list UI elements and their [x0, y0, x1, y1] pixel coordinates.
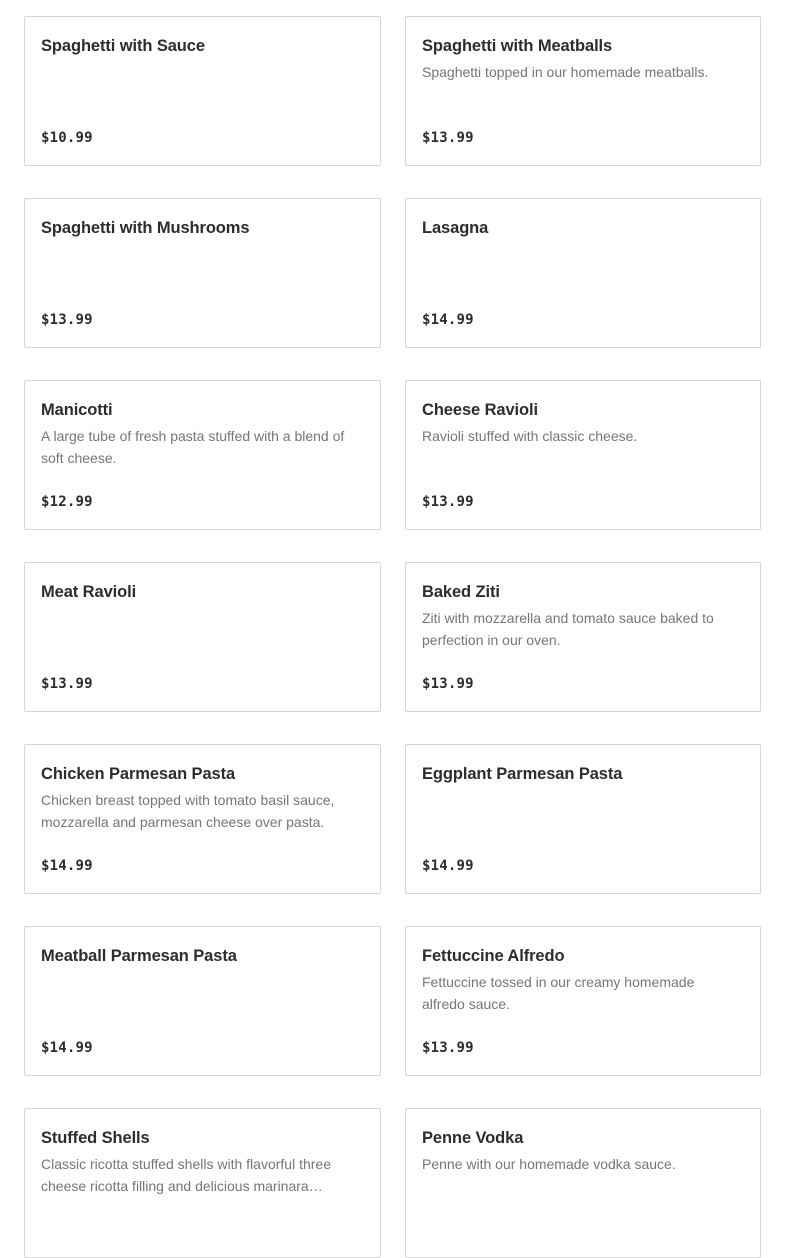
menu-item-card[interactable] [405, 16, 761, 166]
menu-item-name: Stuffed Shells [41, 1129, 150, 1147]
menu-item-price: $12.99 [41, 494, 93, 510]
menu-item-description: Penne with our homemade vodka sauce. [422, 1156, 676, 1172]
menu-item-card[interactable] [24, 744, 381, 894]
menu-item-name: Eggplant Parmesan Pasta [422, 765, 623, 783]
menu-item-card[interactable] [405, 562, 761, 712]
menu-item-card[interactable] [24, 1108, 381, 1258]
menu-item-name: Baked Ziti [422, 583, 500, 601]
menu-item-description: Ziti with mozzarella and tomato sauce baked to perfection in our oven. [422, 610, 714, 648]
menu-item-name: Lasagna [422, 219, 489, 237]
menu-item-card[interactable] [24, 198, 381, 348]
menu-item-description: Fettuccine tossed in our creamy homemade alfredo sauce. [422, 974, 695, 1012]
menu-item-price: $10.99 [41, 130, 93, 146]
menu-item-name: Penne Vodka [422, 1129, 524, 1147]
menu-item-description: Ravioli stuffed with classic cheese. [422, 428, 638, 444]
menu-item-price: $14.99 [41, 858, 93, 874]
menu-item-price: $13.99 [41, 312, 93, 328]
menu-item-price: $14.99 [41, 1040, 93, 1056]
menu-item-name: Spaghetti with Mushrooms [41, 219, 250, 237]
menu-item-price: $13.99 [422, 130, 474, 146]
menu-item-description: Classic ricotta stuffed shells with flavorful three cheese ricotta filling and delicious marinara… [41, 1156, 331, 1194]
menu-item-price: $14.99 [422, 858, 474, 874]
menu-item-description: A large tube of fresh pasta stuffed with a blend of soft cheese. [41, 428, 345, 466]
menu-item-name: Fettuccine Alfredo [422, 947, 565, 965]
menu-item-name: Cheese Ravioli [422, 401, 538, 419]
menu-item-card[interactable] [405, 744, 761, 894]
menu-item-name: Spaghetti with Sauce [41, 37, 205, 55]
menu-item-name: Spaghetti with Meatballs [422, 37, 613, 55]
menu-item-price: $14.99 [422, 312, 474, 328]
menu-item-description: Chicken breast topped with tomato basil sauce, mozzarella and parmesan cheese over pasta. [41, 792, 335, 830]
menu-item-price: $13.99 [422, 494, 474, 510]
menu-item-price: $13.99 [422, 1040, 474, 1056]
menu-item-card[interactable] [24, 562, 381, 712]
menu-item-grid [24, 16, 761, 1258]
menu-item-card[interactable] [405, 198, 761, 348]
menu-item-card[interactable] [405, 926, 761, 1076]
menu-item-card[interactable] [24, 926, 381, 1076]
menu-item-price: $13.99 [41, 676, 93, 692]
menu-item-card[interactable] [24, 380, 381, 530]
menu-item-name: Meat Ravioli [41, 583, 137, 601]
menu-item-price: $13.99 [422, 676, 474, 692]
menu-item-name: Meatball Parmesan Pasta [41, 947, 237, 965]
menu-item-description: Spaghetti topped in our homemade meatballs. [422, 64, 709, 80]
menu-item-name: Chicken Parmesan Pasta [41, 765, 236, 783]
menu-item-name: Manicotti [41, 401, 113, 419]
menu-item-card[interactable] [24, 16, 381, 166]
menu-item-card[interactable] [405, 1108, 761, 1258]
menu-item-card[interactable] [405, 380, 761, 530]
